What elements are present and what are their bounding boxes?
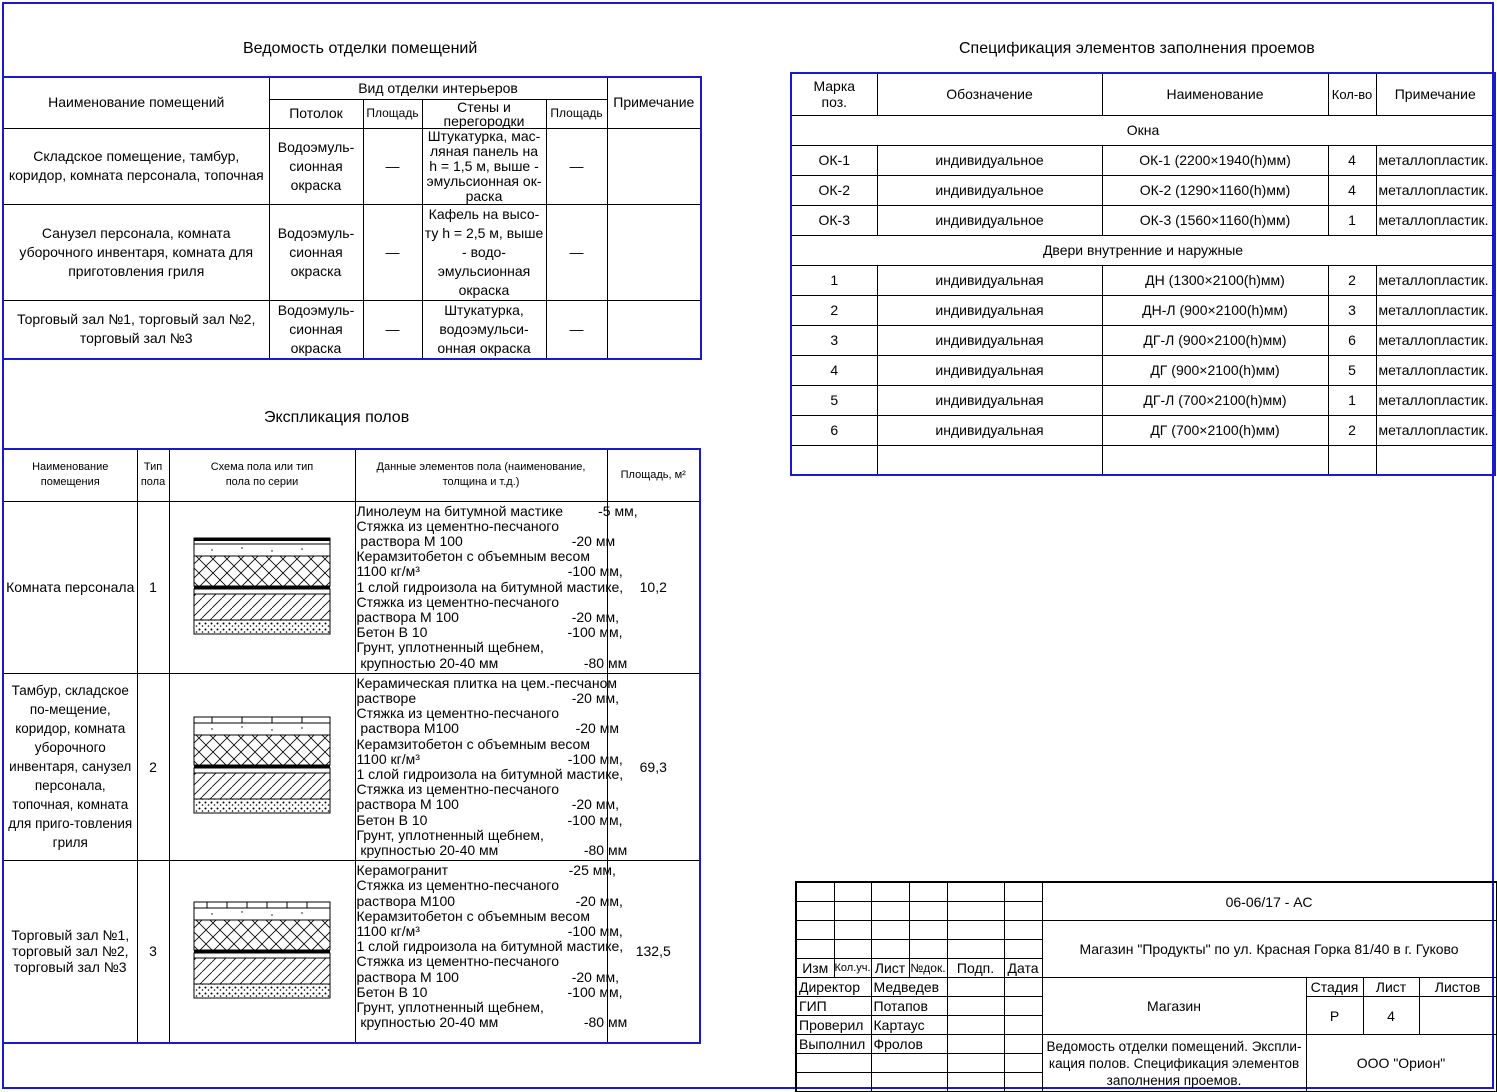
note: металлопластик. xyxy=(1376,145,1495,175)
sheet-label: Лист xyxy=(1363,978,1419,997)
floors-header-room: Наименование помещения xyxy=(3,449,137,501)
designation: индивидуальное xyxy=(877,205,1102,235)
col-data: Дата xyxy=(1004,959,1042,978)
qty: 4 xyxy=(1328,175,1376,205)
floor-layers: Линолеум на битумной мастике -5 мм, Стяжка из цементно-песчаного раствора М 100 -20 мм Керамзитобетон с объемным весом 1100 кг/м³ -100 мм, 1 слой гидроизола на битумной мастике, Стяжка из цементно-песчаного раствора М 100 -20 мм, Бетон В 10 -100 мм, Грунт, уплотненный щебнем, крупностью 20-40 мм -80 мм xyxy=(355,501,607,673)
floor-layers: Керамогранит -25 мм, Стяжка из цементно-песчаного раствора М100 -20 мм, Керамзитобетон с объемным весом 1100 кг/м³ -100 мм, 1 слой гидроизола на битумной мастике, Стяжка из цементно-песчаного раствора М 100 -20 мм, Бетон В 10 -100 мм, Грунт, уплотненный щебнем, крупностью 20-40 мм -80 мм xyxy=(355,861,607,1043)
table-row xyxy=(791,175,1495,205)
table-row xyxy=(791,415,1495,445)
wall-finish: Штукатурка, водоэмульси-онная окраска xyxy=(422,300,546,359)
qty: 5 xyxy=(1328,355,1376,385)
floors-header-area: Площадь, м² xyxy=(607,449,700,501)
note xyxy=(607,128,701,204)
item-name: ДГ (900×2100(h)мм) xyxy=(1102,355,1328,385)
room-name: Санузел персонала, комната уборочного инвентаря, комната для приготовления гриля xyxy=(3,204,269,300)
note: металлопластик. xyxy=(1376,295,1495,325)
mark: 2 xyxy=(791,295,877,325)
qty: 6 xyxy=(1328,325,1376,355)
qty: 3 xyxy=(1328,295,1376,325)
finishing-table xyxy=(2,76,702,360)
person-name: Картаус xyxy=(871,1016,947,1035)
col-podp: Подп. xyxy=(947,959,1004,978)
room-name: Торговый зал №1, торговый зал №2, торговый зал №3 xyxy=(3,300,269,359)
col-izm: Изм xyxy=(796,959,834,978)
designation: индивидуальная xyxy=(877,415,1102,445)
finishing-header-group: Вид отделки интерьеров xyxy=(269,77,607,99)
finishing-header-note: Примечание xyxy=(607,77,701,128)
item-name: ДГ (700×2100(h)мм) xyxy=(1102,415,1328,445)
role: ГИП xyxy=(796,997,871,1016)
designation: индивидуальная xyxy=(877,265,1102,295)
note: металлопластик. xyxy=(1376,415,1495,445)
ceiling-finish: Водоэмуль-сионная окраска xyxy=(269,128,363,204)
person-name: Фролов xyxy=(871,1035,947,1054)
room-name: Складское помещение, тамбур, коридор, комната персонала, топочная xyxy=(3,128,269,204)
note xyxy=(607,204,701,300)
finishing-title: Ведомость отделки помещений xyxy=(243,40,478,57)
table-row xyxy=(3,861,700,1043)
table-row xyxy=(791,265,1495,295)
qty: 2 xyxy=(1328,415,1376,445)
note: металлопластик. xyxy=(1376,205,1495,235)
table-row xyxy=(3,501,700,673)
floors-header-type: Тип пола xyxy=(137,449,169,501)
item-name: ДН-Л (900×2100(h)мм) xyxy=(1102,295,1328,325)
qty: 1 xyxy=(1328,385,1376,415)
mark: 6 xyxy=(791,415,877,445)
spec-header-name: Наименование xyxy=(1102,73,1328,115)
finishing-header-area: Площадь xyxy=(546,99,607,128)
item-name: ОК-2 (1290×1160(h)мм) xyxy=(1102,175,1328,205)
finishing-header-area: Площадь xyxy=(363,99,422,128)
mark: ОК-1 xyxy=(791,145,877,175)
finishing-header-walls: Стены и перегородки xyxy=(422,99,546,128)
floor-type: 1 xyxy=(137,501,169,673)
finishing-header-ceiling: Потолок xyxy=(269,99,363,128)
floors-header-layers: Данные элементов пола (наименование, толщина и т.д.) xyxy=(355,449,607,501)
sheets-label: Листов xyxy=(1419,978,1496,997)
table-row xyxy=(791,385,1495,415)
area-value: — xyxy=(363,128,422,204)
table-row xyxy=(3,673,700,860)
table-row xyxy=(791,355,1495,385)
qty: 1 xyxy=(1328,205,1376,235)
table-row xyxy=(791,205,1495,235)
person-name: Медведев xyxy=(871,978,947,997)
area-value: — xyxy=(363,300,422,359)
note: металлопластик. xyxy=(1376,175,1495,205)
item-name: ОК-1 (2200×1940(h)мм) xyxy=(1102,145,1328,175)
note: металлопластик. xyxy=(1376,385,1495,415)
note: металлопластик. xyxy=(1376,265,1495,295)
col-ndok: №док. xyxy=(909,959,947,978)
spec-table xyxy=(790,72,1496,476)
spec-title: Спецификация элементов заполнения проемов xyxy=(959,40,1315,57)
note: металлопластик. xyxy=(1376,355,1495,385)
col-kol: Кол.уч. xyxy=(834,959,871,978)
note: металлопластик. xyxy=(1376,325,1495,355)
note xyxy=(607,300,701,359)
company-name: ООО "Орион" xyxy=(1306,1035,1496,1092)
wall-finish: Кафель на высо-ту h = 2,5 м, выше - водо-эмульсионная окраска xyxy=(422,204,546,300)
sheet-title: Ведомость отделки помещений. Экспли-кация полов. Спецификация элементов заполнения проемов. xyxy=(1042,1035,1306,1092)
doc-code: 06-06/17 - АС xyxy=(1042,882,1496,921)
area-value: 10,2 xyxy=(607,501,700,673)
mark: 1 xyxy=(791,265,877,295)
floor-scheme-3 xyxy=(169,861,355,1043)
area-value: — xyxy=(546,204,607,300)
mark: ОК-2 xyxy=(791,175,877,205)
item-name: ДГ-Л (700×2100(h)мм) xyxy=(1102,385,1328,415)
floors-title: Экспликация полов xyxy=(264,409,410,426)
qty: 4 xyxy=(1328,145,1376,175)
table-row xyxy=(3,204,701,300)
col-list: Лист xyxy=(871,959,909,978)
project-name: Магазин "Продукты" по ул. Красная Горка 81/40 в г. Гуково xyxy=(1042,921,1496,978)
spec-header-designation: Обозначение xyxy=(877,73,1102,115)
qty: 2 xyxy=(1328,265,1376,295)
item-name: ДГ-Л (900×2100(h)мм) xyxy=(1102,325,1328,355)
stage-label: Стадия xyxy=(1306,978,1363,997)
spec-header-note: Примечание xyxy=(1376,73,1495,115)
building-name: Магазин xyxy=(1042,978,1306,1035)
designation: индивидуальная xyxy=(877,295,1102,325)
designation: индивидуальная xyxy=(877,355,1102,385)
designation: индивидуальное xyxy=(877,145,1102,175)
designation: индивидуальная xyxy=(877,385,1102,415)
mark: 3 xyxy=(791,325,877,355)
table-row xyxy=(791,295,1495,325)
role: Директор xyxy=(796,978,871,997)
mark: 5 xyxy=(791,385,877,415)
area-value: 132,5 xyxy=(607,861,700,1043)
floors-table xyxy=(2,448,701,1044)
stage-value: Р xyxy=(1306,997,1363,1035)
table-row xyxy=(3,300,701,359)
role: Проверил xyxy=(796,1016,871,1035)
mark: 4 xyxy=(791,355,877,385)
section-windows: Окна xyxy=(791,115,1495,145)
finishing-header-room: Наименование помещений xyxy=(3,77,269,128)
mark: ОК-3 xyxy=(791,205,877,235)
item-name: ДН (1300×2100(h)мм) xyxy=(1102,265,1328,295)
area-value: — xyxy=(546,128,607,204)
section-doors: Двери внутренние и наружные xyxy=(791,235,1495,265)
table-row xyxy=(3,128,701,204)
area-value: 69,3 xyxy=(607,673,700,860)
area-value: — xyxy=(546,300,607,359)
ceiling-finish: Водоэмуль-сионная окраска xyxy=(269,300,363,359)
person-name: Потапов xyxy=(871,997,947,1016)
floor-scheme-2 xyxy=(169,673,355,860)
floor-type: 3 xyxy=(137,861,169,1043)
spec-header-qty: Кол-во xyxy=(1328,73,1376,115)
title-block xyxy=(795,881,1497,1092)
designation: индивидуальное xyxy=(877,175,1102,205)
table-row xyxy=(791,445,1495,475)
floor-layers: Керамическая плитка на цем.-песчаном растворе -20 мм, Стяжка из цементно-песчаного раствора М100 -20 мм Керамзитобетон с объемным весом 1100 кг/м³ -100 мм, 1 слой гидроизола на битумной мастике, Стяжка из цементно-песчаного раствора М 100 -20 мм, Бетон В 10 -100 мм, Грунт, уплотненный щебнем, крупностью 20-40 мм -80 мм xyxy=(355,673,607,860)
table-row xyxy=(791,325,1495,355)
room-name: Торговый зал №1, торговый зал №2, торговый зал №3 xyxy=(3,861,137,1043)
area-value: — xyxy=(363,204,422,300)
room-name: Тамбур, складское по-мещение, коридор, комната уборочного инвентаря, санузел персонала, топочная, комната для приго-товления гриля xyxy=(3,673,137,860)
floors-header-scheme: Схема пола или тип пола по серии xyxy=(169,449,355,501)
ceiling-finish: Водоэмуль-сионная окраска xyxy=(269,204,363,300)
floor-scheme-1 xyxy=(169,501,355,673)
item-name: ОК-3 (1560×1160(h)мм) xyxy=(1102,205,1328,235)
table-row xyxy=(791,145,1495,175)
sheet-value: 4 xyxy=(1363,997,1419,1035)
room-name: Комната персонала xyxy=(3,501,137,673)
floor-type: 2 xyxy=(137,673,169,860)
designation: индивидуальная xyxy=(877,325,1102,355)
role: Выполнил xyxy=(796,1035,871,1054)
spec-header-mark: Марка поз. xyxy=(791,73,877,115)
wall-finish: Штукатурка, мас-ляная панель на h = 1,5 м, выше - эмульсионная ок-раска xyxy=(422,128,546,204)
